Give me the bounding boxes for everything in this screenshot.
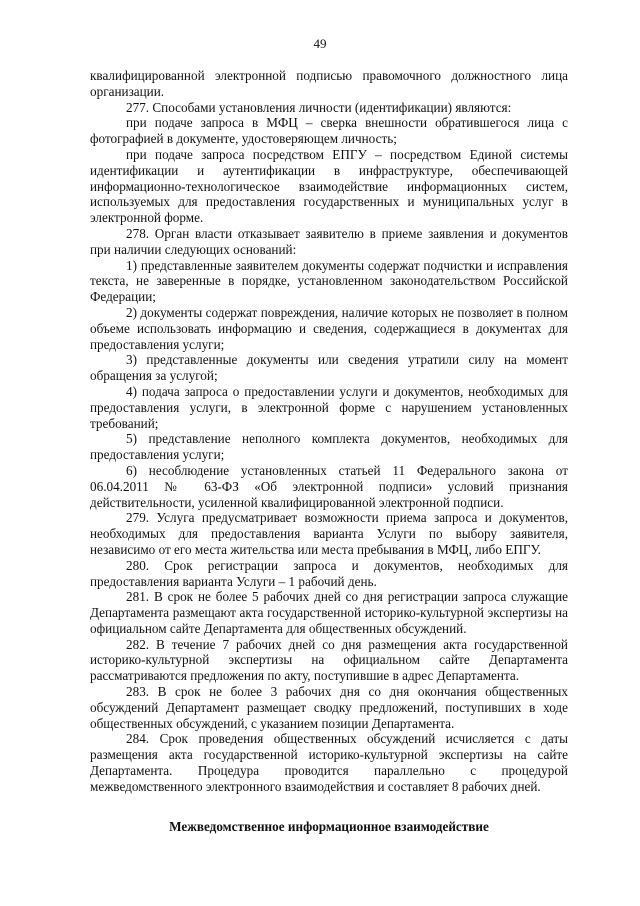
paragraph: 282. В течение 7 рабочих дней со дня размещения акта государственной историко-культурной экспертизы на официальном сайте Департамента рассматриваются предложения по акту, поступившие в адрес Департамента.	[90, 636, 568, 684]
paragraph: 6) несоблюдение установленных статьей 11 Федерального закона от 06.04.2011 № 63-ФЗ «Об электронной подписи» условий признания действительности, усиленной квалифицированной электронной подписи.	[90, 462, 568, 510]
paragraph: 4) подача запроса о предоставлении услуги и документов, необходимых для предоставления услуги, в электронной форме с нарушением установленных требований;	[90, 383, 568, 431]
document-body	[90, 68, 568, 795]
paragraph: 277. Способами установления личности (идентификации) являются:	[126, 99, 512, 115]
paragraph: 1) представленные заявителем документы содержат подчистки и исправления текста, не заверенные в порядке, установленном законодательством Российской Федерации;	[90, 257, 568, 305]
paragraph: при подаче запроса посредством ЕПГУ – посредством Единой системы идентификации и аутентификации в инфраструктуре, обеспечивающей информационно-технологическое взаимодействие информационных систем, используемых для предоставления государственных и муниципальных услуг в электронной форме.	[90, 146, 568, 226]
paragraph: 279. Услуга предусматривает возможности приема запроса и документов, необходимых для предоставления варианта Услуги по выбору заявителя, независимо от его места жительства или места пребывания в МФЦ, либо ЕПГУ.	[90, 510, 568, 557]
paragraph: 284. Срок проведения общественных обсуждений исчисляется с даты размещения акта государственной историко-культурной экспертизы на сайте Департамента. Процедура проводится параллельно с процедурой межведомственного электронного взаимодействия и составляет 8 рабочих дней.	[90, 731, 568, 794]
paragraph: 281. В срок не более 5 рабочих дней со дня регистрации запроса служащие Департамента размещают акта государственной историко-культурной экспертизы на официальном сайте Департамента для общественных обсуждений.	[90, 589, 568, 636]
paragraph: при подаче запроса в МФЦ – сверка внешности обратившегося лица с фотографией в документе, удостоверяющем личность;	[90, 115, 568, 147]
paragraph: 280. Срок регистрации запроса и документов, необходимых для предоставления варианта Услуги – 1 рабочий день.	[90, 557, 568, 589]
paragraph: 2) документы содержат повреждения, наличие которых не позволяет в полном объеме использовать информацию и сведения, содержащиеся в документах для предоставления услуги;	[90, 304, 568, 352]
paragraph: 283. В срок не более 3 рабочих дня со дня окончания общественных обсуждений Департамент размещает сводку предложений, поступивших в ходе общественных обсуждений, с указанием позиции Департамента.	[90, 684, 568, 731]
paragraph: 3) представленные документы или сведения утратили силу на момент обращения за услугой;	[90, 352, 568, 384]
paragraph: квалифицированной электронной подписью правомочного должностного лица организации.	[90, 68, 568, 99]
paragraph: 278. Орган власти отказывает заявителю в приеме заявления и документов при наличии следующих оснований:	[90, 225, 568, 257]
section-heading: Межведомственное информационное взаимодействие	[169, 819, 489, 834]
page-number: 49	[313, 36, 327, 51]
paragraph: 5) представление неполного комплекта документов, необходимых для предоставления услуги;	[90, 431, 568, 463]
